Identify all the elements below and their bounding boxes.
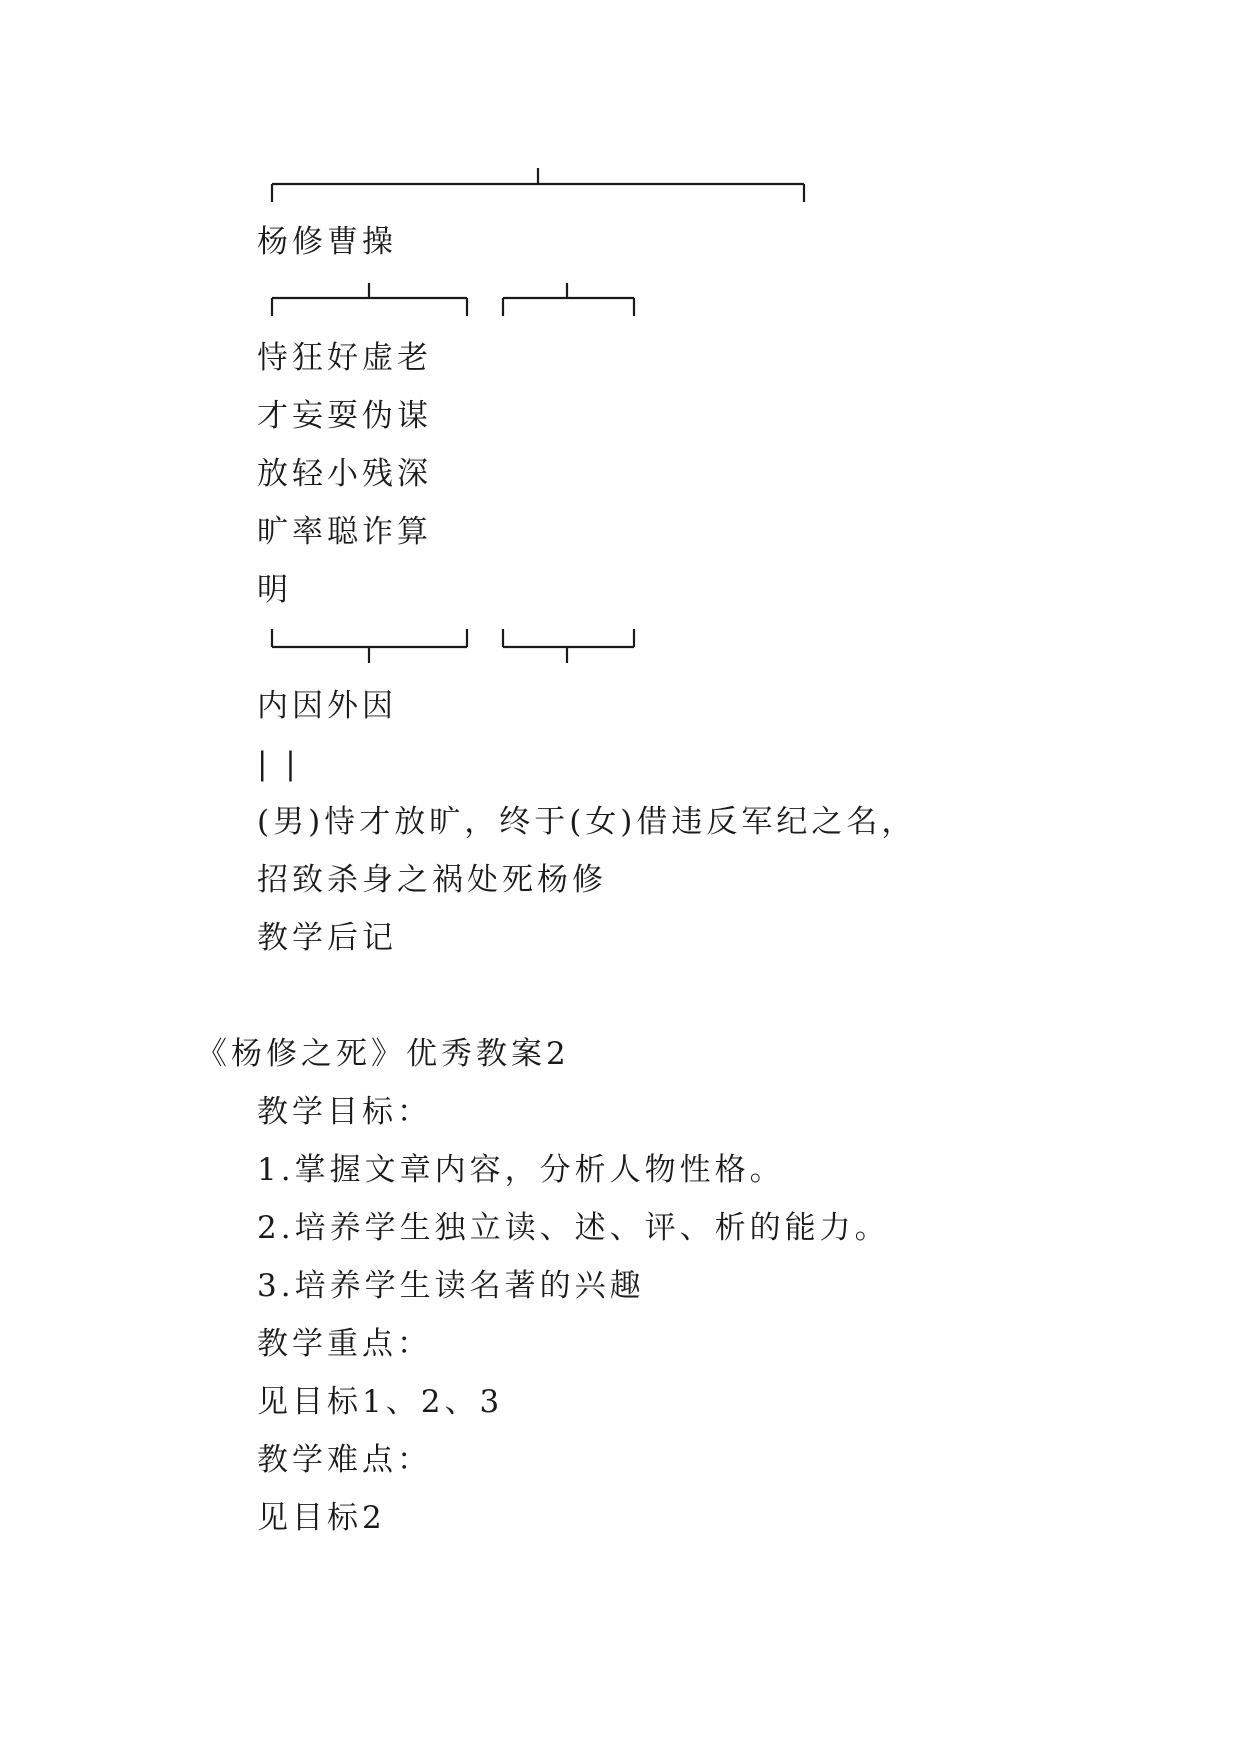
key-points-text: 见目标1、2、3	[257, 1384, 504, 1420]
trait-row-5: 明	[257, 572, 292, 608]
lower-left-bracket	[272, 629, 467, 663]
goal-item-2: 2.培养学生独立读、述、评、析的能力。	[257, 1210, 890, 1246]
goal-item-1: 1.掌握文章内容，分析人物性格。	[257, 1152, 785, 1188]
connector-pipes: | |	[257, 746, 300, 782]
lower-right-bracket	[503, 629, 634, 663]
result-line-1: (男)恃才放旷，终于(女)借违反军纪之名，	[257, 804, 917, 840]
lesson-plan-title: 《杨修之死》优秀教案2	[196, 1036, 570, 1072]
top-bracket	[272, 168, 804, 202]
causes-row: 内因外因	[257, 688, 397, 724]
diagram-names-row: 杨修曹操	[257, 224, 397, 260]
key-points-heading: 教学重点：	[257, 1326, 432, 1362]
trait-row-2: 才妄耍伪谋	[257, 398, 432, 434]
goal-item-3: 3.培养学生读名著的兴趣	[257, 1268, 645, 1304]
trait-row-4: 旷率聪诈算	[257, 514, 432, 550]
trait-row-1: 恃狂好虚老	[257, 340, 432, 376]
trait-row-3: 放轻小残深	[257, 456, 432, 492]
goals-heading: 教学目标：	[257, 1094, 432, 1130]
upper-left-bracket	[272, 283, 467, 316]
difficult-points-text: 见目标2	[257, 1500, 386, 1536]
upper-right-bracket	[503, 283, 634, 316]
difficult-points-heading: 教学难点：	[257, 1442, 432, 1478]
postscript-heading: 教学后记	[257, 920, 397, 956]
result-line-2: 招致杀身之祸处死杨修	[257, 862, 607, 898]
